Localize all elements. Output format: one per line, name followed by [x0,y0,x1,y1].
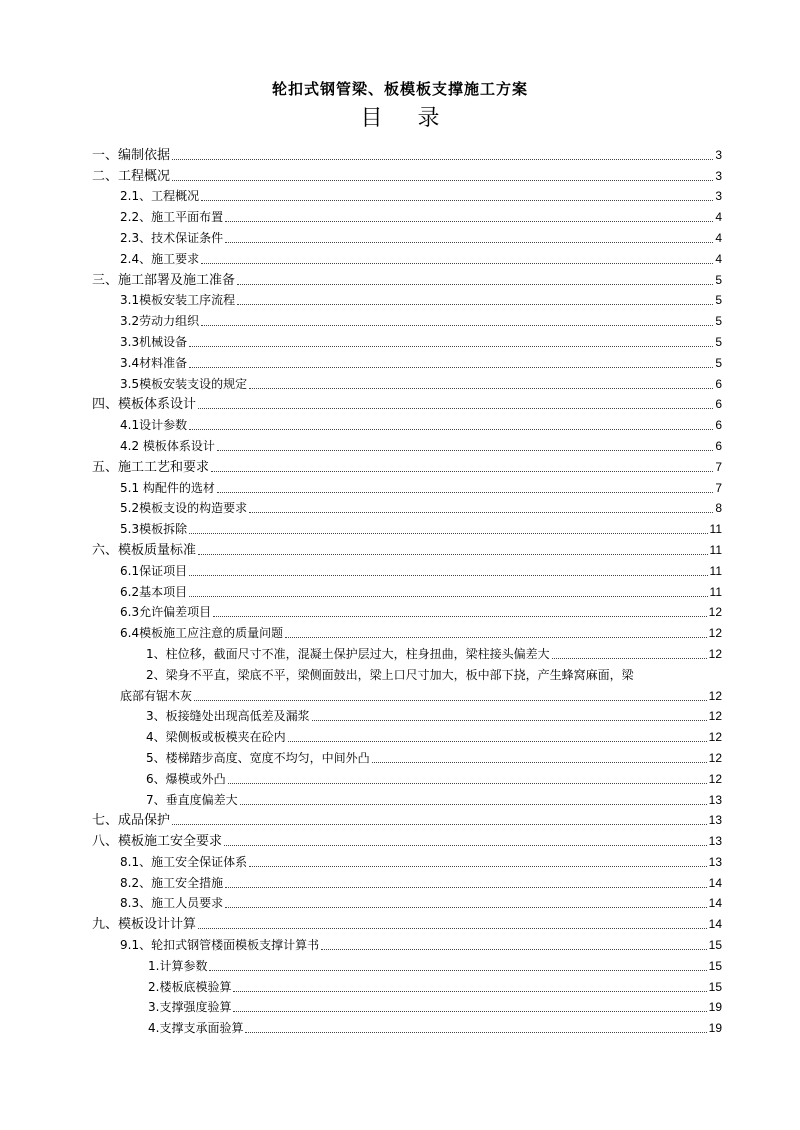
toc-entry-page-number: 12 [708,730,722,745]
toc-entry-page-number: 12 [708,646,722,661]
dot-leader [189,575,707,576]
toc-entry-title: 6.1保证项目 [120,563,188,578]
dot-leader [321,949,707,950]
toc-entry-page-number: 11 [709,522,722,537]
dot-leader [225,242,713,243]
toc-entry-page-number: 7 [715,459,722,474]
toc-entry-title: 8.3、施工人员要求 [120,896,224,911]
toc-entry[interactable] [0,849,800,870]
toc-entry[interactable] [0,496,800,517]
toc-entry-page-number: 11 [709,563,722,578]
toc-entry-page-number: 15 [708,958,722,973]
document-title: 轮扣式钢管梁、板模板支撑施工方案 [271,80,528,98]
toc-entry-page-number: 15 [708,979,722,994]
toc-entry[interactable] [0,953,800,974]
toc-entry-page-number: 5 [715,355,722,370]
dot-leader [198,408,713,409]
toc-entry-title: 七、成品保护 [92,813,171,829]
dot-leader [249,512,713,513]
dot-leader [201,263,713,264]
dot-leader [189,429,713,430]
toc-entry[interactable] [0,995,800,1016]
toc-entry-title: 9.1、轮扣式钢管楼面模板支撑计算书 [120,938,320,953]
dot-leader [198,928,707,929]
dot-leader [249,388,713,389]
toc-heading: 目 录 [360,106,454,131]
dot-leader [552,658,707,659]
table-of-contents [0,142,800,1036]
toc-entry-title: 一、编制依据 [92,147,171,163]
toc-entry-page-number: 14 [708,917,722,932]
toc-entry-page-number: 19 [708,1021,722,1036]
toc-entry-title: 2.楼板底模验算 [148,979,232,994]
toc-entry-page-number: 6 [715,397,722,412]
toc-entry[interactable] [0,932,800,953]
toc-entry[interactable] [0,620,800,641]
dot-leader [245,1032,706,1033]
toc-entry-page-number: 3 [715,189,722,204]
toc-entry-title: 5.1 构配件的选材 [120,480,215,495]
toc-entry-title: 底部有锯木灰 [120,688,193,703]
toc-entry[interactable] [0,558,800,579]
toc-entry-title: 五、施工工艺和要求 [92,459,210,475]
toc-entry[interactable] [0,870,800,891]
toc-entry-page-number: 12 [708,605,722,620]
toc-entry-page-number: 14 [708,896,722,911]
toc-entry-title: 4.2 模板体系设计 [120,438,215,453]
dot-leader [285,637,707,638]
toc-entry[interactable] [0,329,800,350]
toc-entry-title: 四、模板体系设计 [92,397,197,413]
dot-leader [201,325,713,326]
toc-entry[interactable] [0,911,800,932]
dot-leader [198,554,708,555]
dot-leader [217,450,713,451]
toc-entry-page-number: 5 [715,272,722,287]
toc-entry-page-number: 12 [708,771,722,786]
toc-entry[interactable] [0,350,800,371]
dot-leader [194,700,707,701]
toc-entry-page-number: 7 [715,480,722,495]
dot-leader [211,471,713,472]
dot-leader [224,845,707,846]
dot-leader [189,596,707,597]
toc-entry[interactable] [0,891,800,912]
toc-entry-title: 3.4材料准备 [120,355,188,370]
toc-entry-title: 6.4模板施工应注意的质量问题 [120,626,284,641]
toc-entry-page-number: 12 [708,688,722,703]
dot-leader [172,824,707,825]
toc-entry-page-number: 13 [708,792,722,807]
toc-entry-page-number: 14 [708,875,722,890]
toc-entry[interactable] [0,142,800,163]
toc-entry[interactable] [0,163,800,184]
toc-entry-page-number: 19 [708,1000,722,1015]
toc-entry[interactable] [0,724,800,745]
toc-entry-title: 2、梁身不平直，梁底不平，梁侧面鼓出，梁上口尺寸加大，板中部下挠，产生蜂窝麻面，梁 [146,667,634,682]
toc-entry-page-number: 5 [715,314,722,329]
toc-entry-title: 4.1设计参数 [120,418,188,433]
toc-entry[interactable] [0,433,800,454]
toc-entry[interactable] [0,974,800,995]
toc-entry[interactable] [0,308,800,329]
dot-leader [372,762,707,763]
toc-entry-title: 2.2、施工平面布置 [120,210,224,225]
toc-entry[interactable] [0,288,800,309]
dot-leader [228,783,707,784]
toc-entry[interactable] [0,204,800,225]
toc-entry-title: 3.3机械设备 [120,334,188,349]
toc-entry-page-number: 13 [708,834,722,849]
dot-leader [249,866,707,867]
toc-entry-page-number: 4 [715,251,722,266]
toc-entry-title: 九、模板设计计算 [92,917,197,933]
toc-entry-page-number: 12 [708,750,722,765]
toc-entry-title: 6.3允许偏差项目 [120,605,212,620]
dot-leader [233,1011,706,1012]
toc-entry-title: 3.2劳动力组织 [120,314,200,329]
dot-leader [172,180,713,181]
dot-leader [233,991,706,992]
toc-entry-title: 2.1、工程概况 [120,189,200,204]
toc-entry[interactable] [0,392,800,413]
dot-leader [225,221,713,222]
toc-entry-title: 3.5模板安装支设的规定 [120,376,248,391]
toc-entry-page-number: 5 [715,293,722,308]
toc-entry[interactable] [0,537,800,558]
toc-entry[interactable] [0,828,800,849]
toc-entry[interactable] [0,225,800,246]
dot-leader [237,284,713,285]
toc-entry-page-number: 15 [708,938,722,953]
toc-entry-title: 二、工程概况 [92,168,171,184]
toc-entry-title: 三、施工部署及施工准备 [92,272,236,288]
toc-entry-page-number: 6 [715,376,722,391]
toc-entry[interactable] [0,662,800,683]
toc-entry-title: 8.2、施工安全措施 [120,875,224,890]
toc-entry[interactable] [0,267,800,288]
dot-leader [225,887,707,888]
toc-entry-title: 3.1模板安装工序流程 [120,293,236,308]
dot-leader [217,492,713,493]
toc-entry-title: 4.支撑支承面验算 [148,1021,244,1036]
toc-entry-page-number: 6 [715,418,722,433]
toc-entry[interactable] [0,745,800,766]
dot-leader [237,304,713,305]
toc-entry-title: 8.1、施工安全保证体系 [120,854,248,869]
dot-leader [201,200,713,201]
toc-entry-title: 八、模板施工安全要求 [92,834,223,850]
dot-leader [172,159,713,160]
toc-entry-title: 6.2基本项目 [120,584,188,599]
dot-leader [288,741,707,742]
toc-entry-page-number: 11 [709,584,722,599]
toc-entry[interactable] [0,412,800,433]
toc-entry[interactable] [0,184,800,205]
toc-entry-page-number: 5 [715,334,722,349]
toc-entry-title: 5.2模板支设的构造要求 [120,501,248,516]
toc-entry[interactable] [0,704,800,725]
toc-entry-title: 1、柱位移，截面尺寸不准，混凝土保护层过大，柱身扭曲，梁柱接头偏差大 [146,646,550,661]
toc-entry[interactable] [0,246,800,267]
toc-entry[interactable] [0,579,800,600]
toc-entry-title: 3、板接缝处出现高低差及漏浆 [146,709,310,724]
toc-entry[interactable] [0,683,800,704]
toc-entry[interactable] [0,600,800,621]
toc-entry[interactable] [0,516,800,537]
toc-entry[interactable] [0,475,800,496]
dot-leader [312,720,707,721]
toc-entry-title: 2.3、技术保证条件 [120,230,224,245]
toc-entry-title: 1.计算参数 [148,958,208,973]
dot-leader [213,616,707,617]
toc-entry[interactable] [0,808,800,829]
toc-entry-page-number: 8 [715,501,722,516]
dot-leader [209,970,706,971]
toc-entry[interactable] [0,371,800,392]
dot-leader [189,346,713,347]
toc-entry-title: 5、楼梯踏步高度、宽度不均匀，中间外凸 [146,750,370,765]
toc-entry-title: 3.支撑强度验算 [148,1000,232,1015]
toc-entry-title: 2.4、施工要求 [120,251,200,266]
toc-entry-title: 4、梁侧板或板模夹在砼内 [146,730,286,745]
dot-leader [189,367,713,368]
dot-leader [189,533,707,534]
toc-entry-page-number: 12 [708,709,722,724]
toc-entry-title: 六、模板质量标准 [92,542,197,558]
toc-entry-page-number: 3 [715,168,722,183]
toc-entry[interactable] [0,766,800,787]
toc-entry[interactable] [0,641,800,662]
toc-entry-page-number: 11 [709,542,722,557]
toc-entry[interactable] [0,454,800,475]
toc-entry-page-number: 4 [715,230,722,245]
toc-entry-page-number: 13 [708,813,722,828]
toc-entry-page-number: 6 [715,438,722,453]
toc-entry-page-number: 13 [708,854,722,869]
toc-entry-title: 5.3模板拆除 [120,522,188,537]
dot-leader [240,804,707,805]
toc-entry[interactable] [0,787,800,808]
toc-entry-title: 6、爆模或外凸 [146,771,226,786]
toc-entry-title: 7、垂直度偏差大 [146,792,238,807]
toc-entry-page-number: 3 [715,147,722,162]
dot-leader [225,907,707,908]
toc-entry-page-number: 12 [708,626,722,641]
toc-entry[interactable] [0,1015,800,1036]
toc-entry-page-number: 4 [715,210,722,225]
